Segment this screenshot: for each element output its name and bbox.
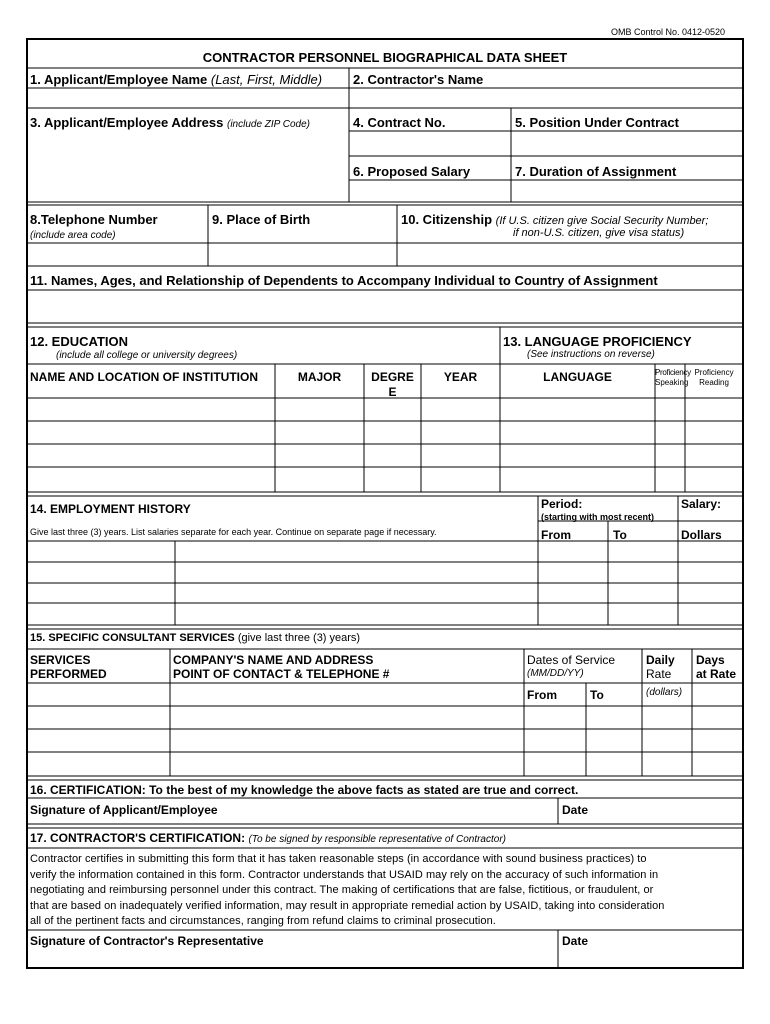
field-3-address [30,116,310,130]
field-17-cert [30,832,506,845]
col-year: YEAR [443,370,478,384]
employment-to: To [613,528,627,542]
services-from: From [527,688,557,702]
col-dates: Dates of Service [527,653,616,667]
field-14-note: Give last three (3) years. List salaries separate for each year. Continue on separate page if necessary. [30,527,437,537]
employment-dollars: Dollars [681,528,722,542]
col-daily-2: Rate [646,667,672,681]
field-11-input[interactable] [28,291,742,322]
field-7-input[interactable] [512,181,742,201]
col-speaking-1: Proficiency [655,368,691,377]
contractor-signature-input[interactable] [290,931,556,967]
field-6-label: 6. Proposed Salary [353,164,471,179]
field-10-citizenship [401,213,708,227]
services-to: To [590,688,604,702]
period-hint: (starting with most recent) [541,512,655,522]
field-9-input[interactable] [209,244,396,265]
field-6-input[interactable] [350,181,510,201]
applicant-date-label: Date [562,803,589,817]
col-services-2: PERFORMED [30,667,107,681]
col-speaking-2: Speaking [655,378,689,387]
field-15-services [30,633,360,644]
contractor-signature-label: Signature of Contractor's Representative [30,934,264,948]
field-10-hint-2: if non-U.S. citizen, give visa status) [513,227,685,239]
field-4-label: 4. Contract No. [353,115,446,130]
field-8-input[interactable] [28,244,207,265]
col-major: MAJOR [297,370,342,384]
omb-control-number: OMB Control No. 0412-0520 [611,27,726,37]
field-14-label: 14. EMPLOYMENT HISTORY [30,502,191,516]
form-title: CONTRACTOR PERSONNEL BIOGRAPHICAL DATA SHEET [202,50,568,65]
field-15-label: 15. SPECIFIC CONSULTANT SERVICES [30,632,235,644]
field-15-hint: (give last three (3) years) [237,632,361,644]
field-3-input[interactable] [28,131,348,201]
field-1-hint: (Last, First, Middle) [210,72,323,87]
contractor-date-label: Date [562,934,589,948]
col-services-1: SERVICES [30,653,91,667]
field-9-label: 9. Place of Birth [212,212,311,227]
field-7-label: 7. Duration of Assignment [515,164,677,179]
col-days-1: Days [696,653,725,667]
field-5-input[interactable] [512,132,742,155]
field-5-label: 5. Position Under Contract [515,115,679,130]
col-dates-hint: (MM/DD/YY) [527,668,584,679]
field-1-label: 1. Applicant/Employee Name [30,72,208,87]
field-10-label: 10. Citizenship [401,212,493,227]
applicant-signature-input[interactable] [240,799,556,823]
col-degree-2: E [388,385,397,399]
salary-label: Salary: [681,497,722,511]
field-17-hint: (To be signed by responsible representative of Contractor) [248,834,506,845]
field-8-label: 8.Telephone Number [30,212,158,227]
field-8-hint: (include area code) [30,230,116,241]
field-2-label: 2. Contractor's Name [353,72,484,87]
field-12-label: 12. EDUCATION [30,334,128,349]
applicant-signature-label: Signature of Applicant/Employee [30,803,218,817]
col-institution: NAME AND LOCATION OF INSTITUTION [30,370,258,384]
col-daily-1: Daily [646,653,675,667]
col-degree-1: DEGRE [371,370,414,384]
col-days-2: at Rate [696,667,737,681]
cert-line: all of the pertinent facts and circumstances, ranging from refund claims to criminal prosecution. [30,915,496,928]
field-10-hint-1: (If U.S. citizen give Social Security Number; [495,215,709,227]
field-11-label: 11. Names, Ages, and Relationship of Dependents to Accompany Individual to Country of Assignment [30,273,658,288]
cert-line: Contractor certifies in submitting this form that it has taken reasonable steps (in accordance with sound business practices) to [30,853,647,865]
field-13-label: 13. LANGUAGE PROFICIENCY [503,334,692,349]
field-16-label: 16. CERTIFICATION: To the best of my knowledge the above facts as stated are true and correct. [30,783,579,797]
applicant-date-input[interactable] [595,799,741,823]
col-daily-hint: (dollars) [646,687,683,698]
col-company-2: POINT OF CONTACT & TELEPHONE # [173,667,390,681]
field-2-input[interactable] [350,89,742,107]
cert-line: that are based on inadequately verified information, may result in appropriate remedial action by USAID, taking into consideration [30,899,665,912]
field-3-hint: (include ZIP Code) [227,119,310,130]
period-label: Period: [541,497,583,511]
field-1-applicant-name [30,73,322,86]
field-1-input[interactable] [28,89,348,107]
contractor-certification-text [30,852,742,930]
field-12-hint: (include all college or university degrees) [56,350,238,361]
col-company-1: COMPANY'S NAME AND ADDRESS [173,653,374,667]
employment-from: From [541,528,571,542]
col-language: LANGUAGE [543,370,612,384]
cert-line: negotiating and reimbursing personnel under this contract. The making of certifications that are false, fictitious, or fraudulent, or [30,884,654,897]
contractor-date-input[interactable] [595,931,741,967]
field-10-input[interactable] [398,244,742,265]
field-3-label: 3. Applicant/Employee Address [30,115,224,130]
col-reading-1: Proficiency [694,368,734,377]
field-13-hint: (See instructions on reverse) [527,349,655,360]
field-17-label: 17. CONTRACTOR'S CERTIFICATION: [30,831,246,845]
cert-line: verify the information contained in this form. Contractor understands that USAID may rely on the accuracy of such information in [30,868,659,881]
col-reading-2: Reading [699,378,729,387]
field-4-input[interactable] [350,132,510,155]
